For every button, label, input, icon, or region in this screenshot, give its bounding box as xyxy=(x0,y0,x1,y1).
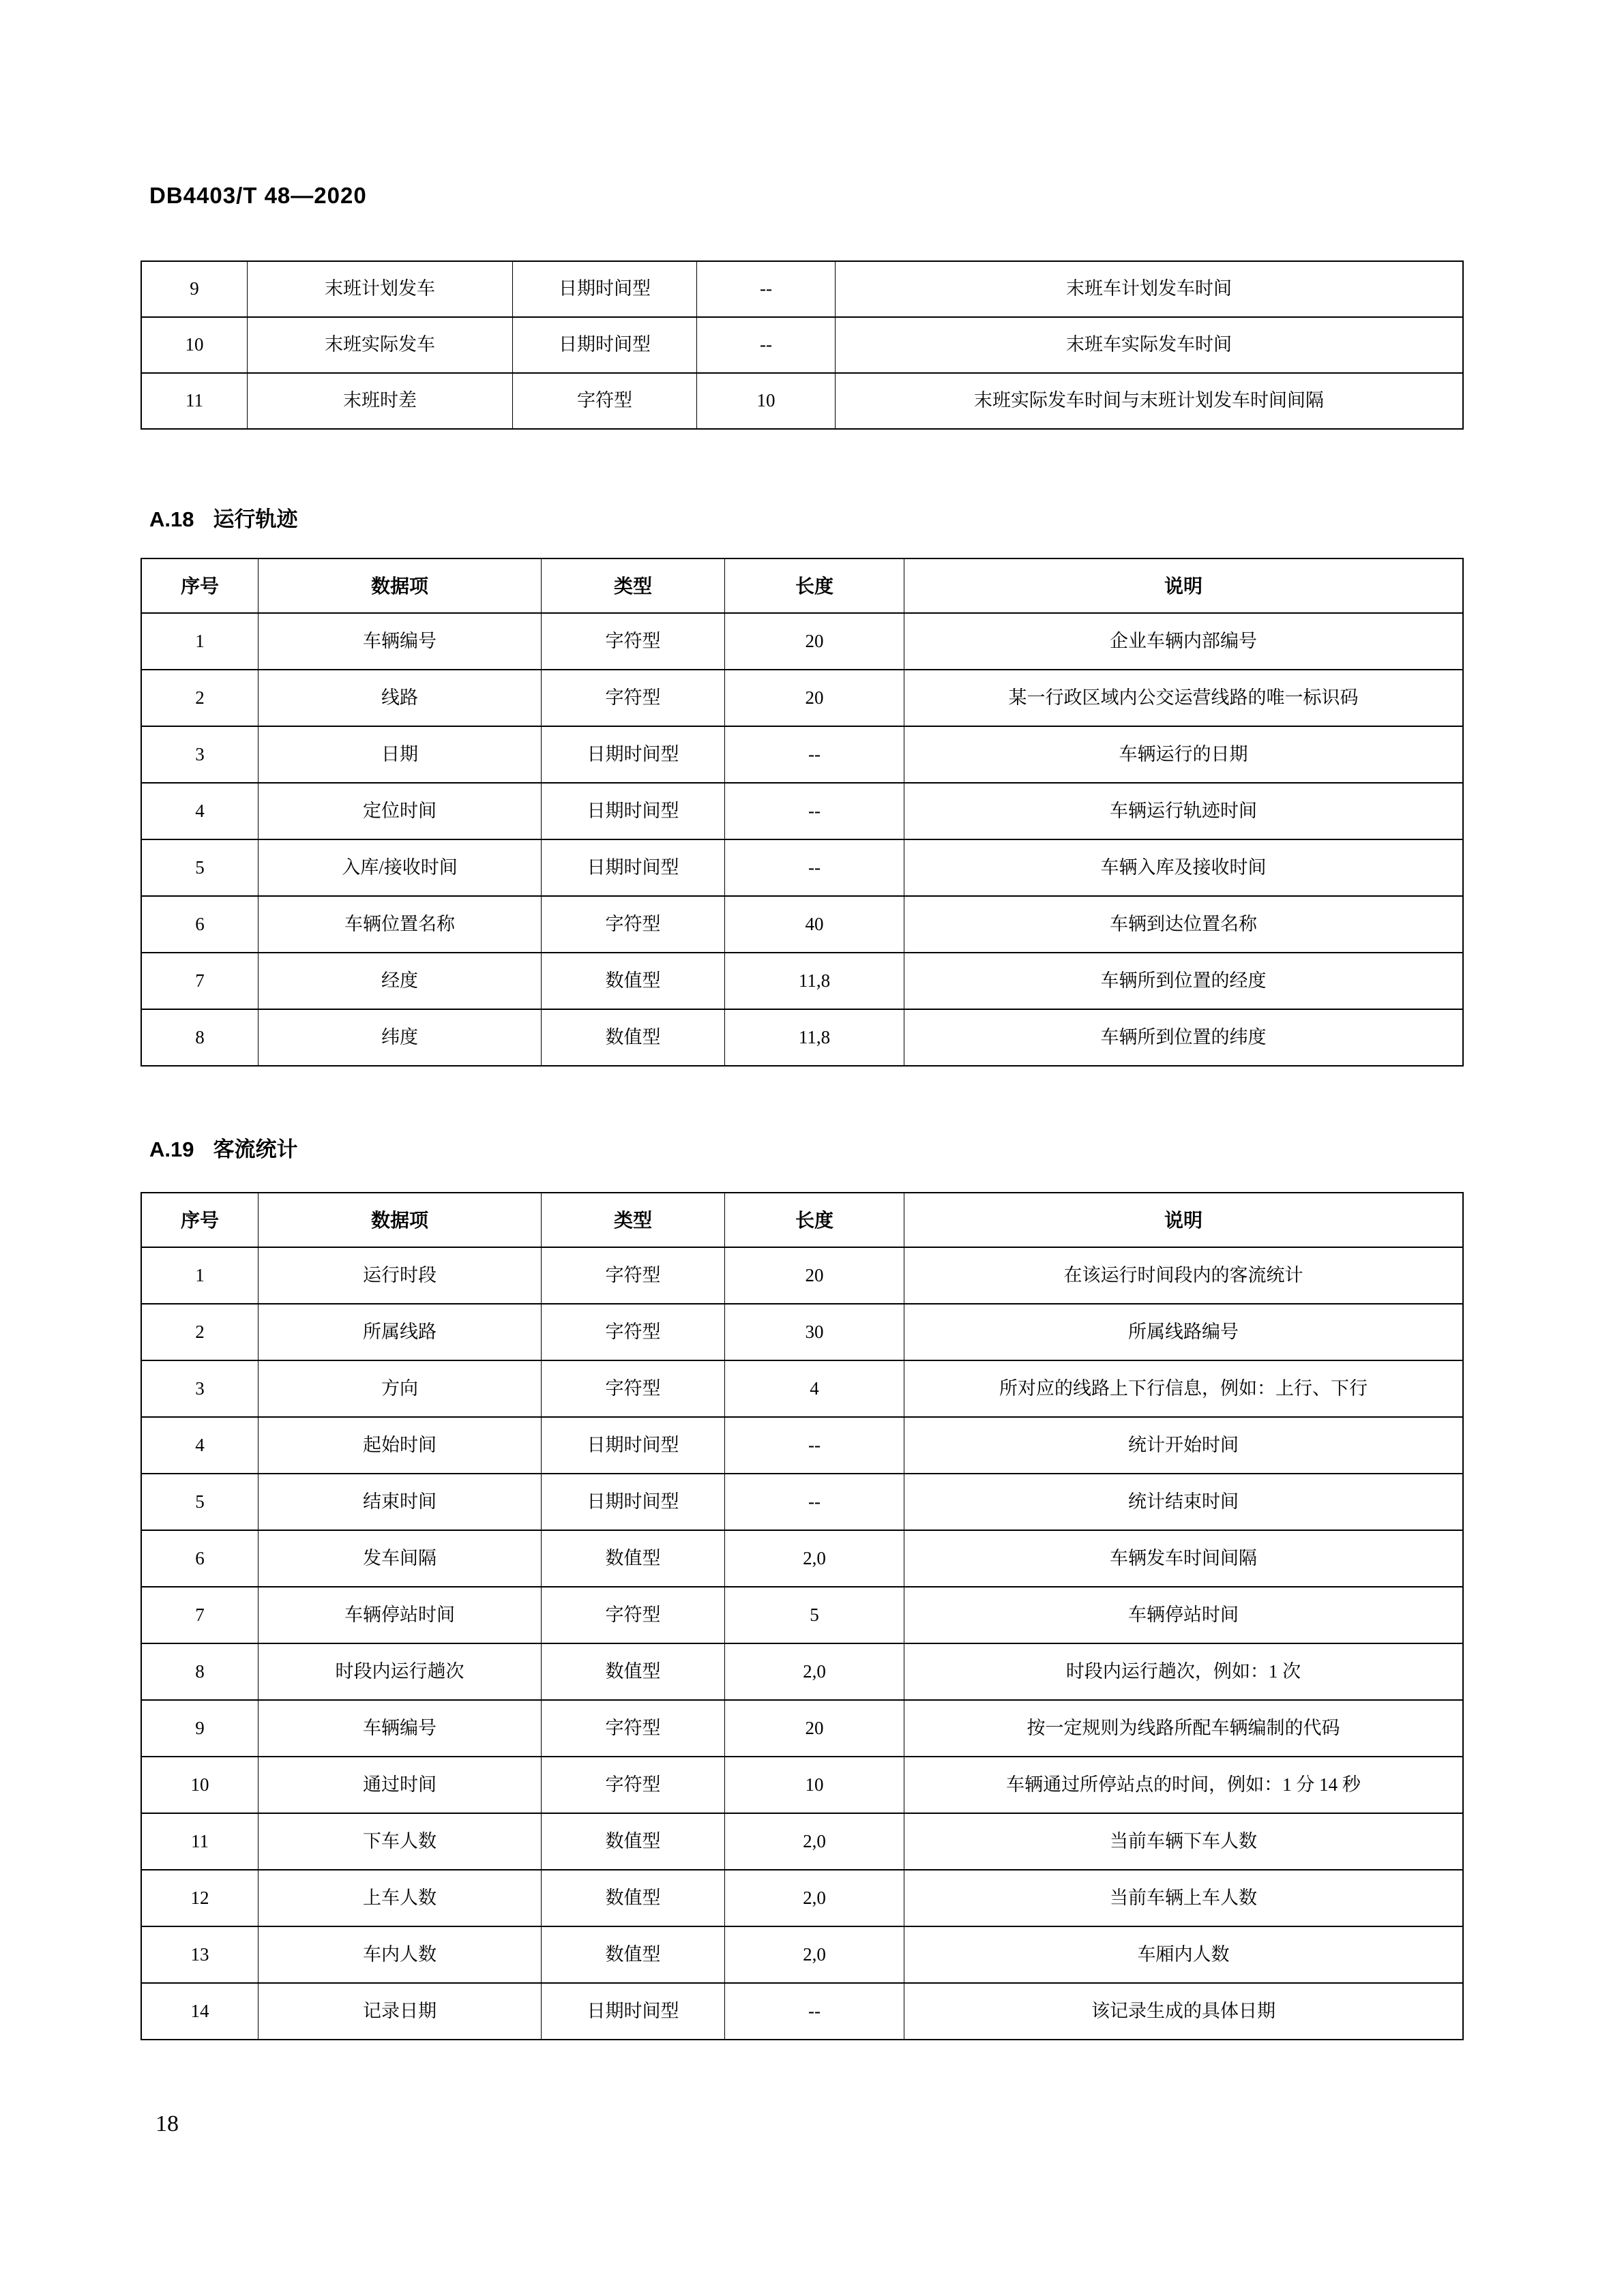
table-cell: 车辆入库及接收时间 xyxy=(904,839,1464,896)
table-cell: 车辆通过所停站点的时间，例如：1 分 14 秒 xyxy=(904,1757,1464,1813)
section-number: A.19 xyxy=(149,1137,194,1161)
column-header: 数据项 xyxy=(259,1193,542,1247)
section-number: A.18 xyxy=(149,507,194,531)
table-cell: 时段内运行趟次 xyxy=(259,1643,542,1700)
table-row xyxy=(141,1643,1463,1700)
document-number: DB4403/T 48—2020 xyxy=(149,183,367,208)
table-cell: 30 xyxy=(725,1304,904,1360)
column-header: 长度 xyxy=(725,1193,904,1247)
table-row xyxy=(141,1009,1463,1066)
table-cell: 字符型 xyxy=(542,613,725,670)
table-cell: 10 xyxy=(697,373,836,429)
table-cell: 6 xyxy=(141,1530,259,1587)
table-row xyxy=(141,726,1463,783)
table-cell: 当前车辆上车人数 xyxy=(904,1870,1464,1926)
table-cell: 数值型 xyxy=(542,1009,725,1066)
table-cell: 40 xyxy=(725,896,904,953)
table-cell: 数值型 xyxy=(542,1813,725,1870)
table-header xyxy=(141,558,1463,613)
data-table-a18 xyxy=(141,558,1464,1067)
section-heading-a19 xyxy=(149,1132,297,1163)
table-cell: 字符型 xyxy=(513,373,697,429)
table-cell: -- xyxy=(725,1417,904,1474)
table-body xyxy=(141,1247,1463,2040)
table-cell: 字符型 xyxy=(542,1700,725,1757)
table-row xyxy=(141,670,1463,726)
table-cell: 7 xyxy=(141,953,259,1009)
table-cell: 所对应的线路上下行信息，例如：上行、下行 xyxy=(904,1360,1464,1417)
table-cell: 2,0 xyxy=(725,1813,904,1870)
table-row xyxy=(141,373,1463,429)
data-table-continuation xyxy=(141,260,1464,430)
table-cell: 车辆运行的日期 xyxy=(904,726,1464,783)
table-cell: 车辆到达位置名称 xyxy=(904,896,1464,953)
table-cell: 2,0 xyxy=(725,1643,904,1700)
table-cell: 下车人数 xyxy=(259,1813,542,1870)
table-row xyxy=(141,261,1463,317)
table-cell: 车辆位置名称 xyxy=(259,896,542,953)
table-cell: 5 xyxy=(141,1474,259,1530)
column-header: 序号 xyxy=(141,1193,259,1247)
table-cell: -- xyxy=(725,1474,904,1530)
table-cell: 11 xyxy=(141,373,248,429)
table-cell: 字符型 xyxy=(542,1360,725,1417)
column-header: 说明 xyxy=(904,558,1464,613)
column-header: 数据项 xyxy=(259,558,542,613)
table-cell: 11,8 xyxy=(725,1009,904,1066)
table-cell: 方向 xyxy=(259,1360,542,1417)
table-cell: 字符型 xyxy=(542,1587,725,1643)
table-cell: 日期时间型 xyxy=(542,783,725,839)
table-cell: 日期时间型 xyxy=(513,317,697,373)
table-row xyxy=(141,1700,1463,1757)
table-row xyxy=(141,1417,1463,1474)
table-cell: 1 xyxy=(141,1247,259,1304)
table-row xyxy=(141,953,1463,1009)
table-cell: 定位时间 xyxy=(259,783,542,839)
table-cell: 某一行政区域内公交运营线路的唯一标识码 xyxy=(904,670,1464,726)
column-header: 类型 xyxy=(542,1193,725,1247)
table-cell: 11,8 xyxy=(725,953,904,1009)
table-cell: 所属线路编号 xyxy=(904,1304,1464,1360)
table-cell: 11 xyxy=(141,1813,259,1870)
table-row xyxy=(141,317,1463,373)
table-cell: 上车人数 xyxy=(259,1870,542,1926)
table-cell: -- xyxy=(725,839,904,896)
table-row xyxy=(141,896,1463,953)
column-header: 序号 xyxy=(141,558,259,613)
table-cell: 纬度 xyxy=(259,1009,542,1066)
table-cell: 数值型 xyxy=(542,1643,725,1700)
table-cell: 末班车实际发车时间 xyxy=(836,317,1464,373)
table-cell: 末班实际发车时间与末班计划发车时间间隔 xyxy=(836,373,1464,429)
table-cell: 10 xyxy=(725,1757,904,1813)
table-row xyxy=(141,1983,1463,2040)
table-row xyxy=(141,1360,1463,1417)
table-cell: 20 xyxy=(725,1700,904,1757)
table-cell: 运行时段 xyxy=(259,1247,542,1304)
section-title: 运行轨迹 xyxy=(213,507,298,531)
table-cell: 线路 xyxy=(259,670,542,726)
table-cell: 14 xyxy=(141,1983,259,2040)
table-row xyxy=(141,1813,1463,1870)
table-cell: 2,0 xyxy=(725,1870,904,1926)
table-cell: -- xyxy=(697,317,836,373)
table-cell: 发车间隔 xyxy=(259,1530,542,1587)
table-cell: 车辆所到位置的纬度 xyxy=(904,1009,1464,1066)
table-cell: 7 xyxy=(141,1587,259,1643)
table-cell: 当前车辆下车人数 xyxy=(904,1813,1464,1870)
table-cell: 车辆运行轨迹时间 xyxy=(904,783,1464,839)
table-cell: 统计开始时间 xyxy=(904,1417,1464,1474)
table-cell: 日期时间型 xyxy=(513,261,697,317)
table-cell: 记录日期 xyxy=(259,1983,542,2040)
table-cell: 车辆停站时间 xyxy=(259,1587,542,1643)
table-row xyxy=(141,1530,1463,1587)
table-cell: 2 xyxy=(141,1304,259,1360)
table-cell: 日期时间型 xyxy=(542,1417,725,1474)
table-cell: 2,0 xyxy=(725,1530,904,1587)
table-row xyxy=(141,839,1463,896)
table-row xyxy=(141,613,1463,670)
table-cell: 日期 xyxy=(259,726,542,783)
table-cell: 4 xyxy=(141,1417,259,1474)
table-cell: 按一定规则为线路所配车辆编制的代码 xyxy=(904,1700,1464,1757)
table-cell: 数值型 xyxy=(542,953,725,1009)
table-cell: 4 xyxy=(141,783,259,839)
table-cell: 9 xyxy=(141,1700,259,1757)
table-cell: 1 xyxy=(141,613,259,670)
table-cell: 车辆所到位置的经度 xyxy=(904,953,1464,1009)
table-cell: 20 xyxy=(725,670,904,726)
page-number: 18 xyxy=(156,2111,179,2136)
table-cell: 日期时间型 xyxy=(542,726,725,783)
table-body xyxy=(141,613,1463,1066)
table-header xyxy=(141,1193,1463,1247)
table-cell: 经度 xyxy=(259,953,542,1009)
table-cell: 12 xyxy=(141,1870,259,1926)
table-cell: 字符型 xyxy=(542,1304,725,1360)
table-row xyxy=(141,1870,1463,1926)
table-cell: 数值型 xyxy=(542,1530,725,1587)
section-title: 客流统计 xyxy=(213,1137,298,1161)
table-cell: -- xyxy=(725,1983,904,2040)
table-cell: 末班车计划发车时间 xyxy=(836,261,1464,317)
table-row xyxy=(141,1247,1463,1304)
table-cell: 8 xyxy=(141,1643,259,1700)
table-cell: 4 xyxy=(725,1360,904,1417)
table-cell: 6 xyxy=(141,896,259,953)
table-cell: 通过时间 xyxy=(259,1757,542,1813)
table-cell: 10 xyxy=(141,317,248,373)
table-cell: 末班实际发车 xyxy=(248,317,513,373)
table-cell: 13 xyxy=(141,1926,259,1983)
table-row xyxy=(141,1587,1463,1643)
table-cell: 车辆编号 xyxy=(259,613,542,670)
table-cell: 车辆编号 xyxy=(259,1700,542,1757)
table-cell: 2 xyxy=(141,670,259,726)
table-cell: 入库/接收时间 xyxy=(259,839,542,896)
table-cell: 该记录生成的具体日期 xyxy=(904,1983,1464,2040)
table-cell: 8 xyxy=(141,1009,259,1066)
table-cell: 末班计划发车 xyxy=(248,261,513,317)
table-cell: 车辆发车时间间隔 xyxy=(904,1530,1464,1587)
table-cell: 结束时间 xyxy=(259,1474,542,1530)
table-cell: 3 xyxy=(141,1360,259,1417)
table-cell: 所属线路 xyxy=(259,1304,542,1360)
table-cell: 时段内运行趟次，例如：1 次 xyxy=(904,1643,1464,1700)
table-cell: 起始时间 xyxy=(259,1417,542,1474)
data-table-a19 xyxy=(141,1192,1464,2040)
table-cell: 字符型 xyxy=(542,670,725,726)
table-cell: -- xyxy=(725,783,904,839)
table-cell: 20 xyxy=(725,1247,904,1304)
table-cell: 字符型 xyxy=(542,1757,725,1813)
table-header-row xyxy=(141,1193,1463,1247)
table-cell: 数值型 xyxy=(542,1870,725,1926)
table-cell: 5 xyxy=(725,1587,904,1643)
table-cell: 日期时间型 xyxy=(542,1983,725,2040)
table-cell: 在该运行时间段内的客流统计 xyxy=(904,1247,1464,1304)
table-row xyxy=(141,783,1463,839)
column-header: 说明 xyxy=(904,1193,1464,1247)
table-cell: 3 xyxy=(141,726,259,783)
section-heading-a18 xyxy=(149,502,297,533)
table-cell: 10 xyxy=(141,1757,259,1813)
table-cell: 车内人数 xyxy=(259,1926,542,1983)
table-cell: -- xyxy=(725,726,904,783)
table-cell: 末班时差 xyxy=(248,373,513,429)
column-header: 长度 xyxy=(725,558,904,613)
table-row xyxy=(141,1926,1463,1983)
table-cell: 日期时间型 xyxy=(542,1474,725,1530)
table-row xyxy=(141,1757,1463,1813)
table-cell: 车辆停站时间 xyxy=(904,1587,1464,1643)
table-cell: -- xyxy=(697,261,836,317)
table-row xyxy=(141,1304,1463,1360)
table-cell: 统计结束时间 xyxy=(904,1474,1464,1530)
table-cell: 20 xyxy=(725,613,904,670)
table-cell: 2,0 xyxy=(725,1926,904,1983)
column-header: 类型 xyxy=(542,558,725,613)
table-body xyxy=(141,261,1463,429)
table-cell: 字符型 xyxy=(542,1247,725,1304)
table-cell: 5 xyxy=(141,839,259,896)
table-cell: 字符型 xyxy=(542,896,725,953)
table-cell: 车厢内人数 xyxy=(904,1926,1464,1983)
table-cell: 日期时间型 xyxy=(542,839,725,896)
table-cell: 9 xyxy=(141,261,248,317)
table-cell: 企业车辆内部编号 xyxy=(904,613,1464,670)
table-row xyxy=(141,1474,1463,1530)
table-cell: 数值型 xyxy=(542,1926,725,1983)
table-header-row xyxy=(141,558,1463,613)
